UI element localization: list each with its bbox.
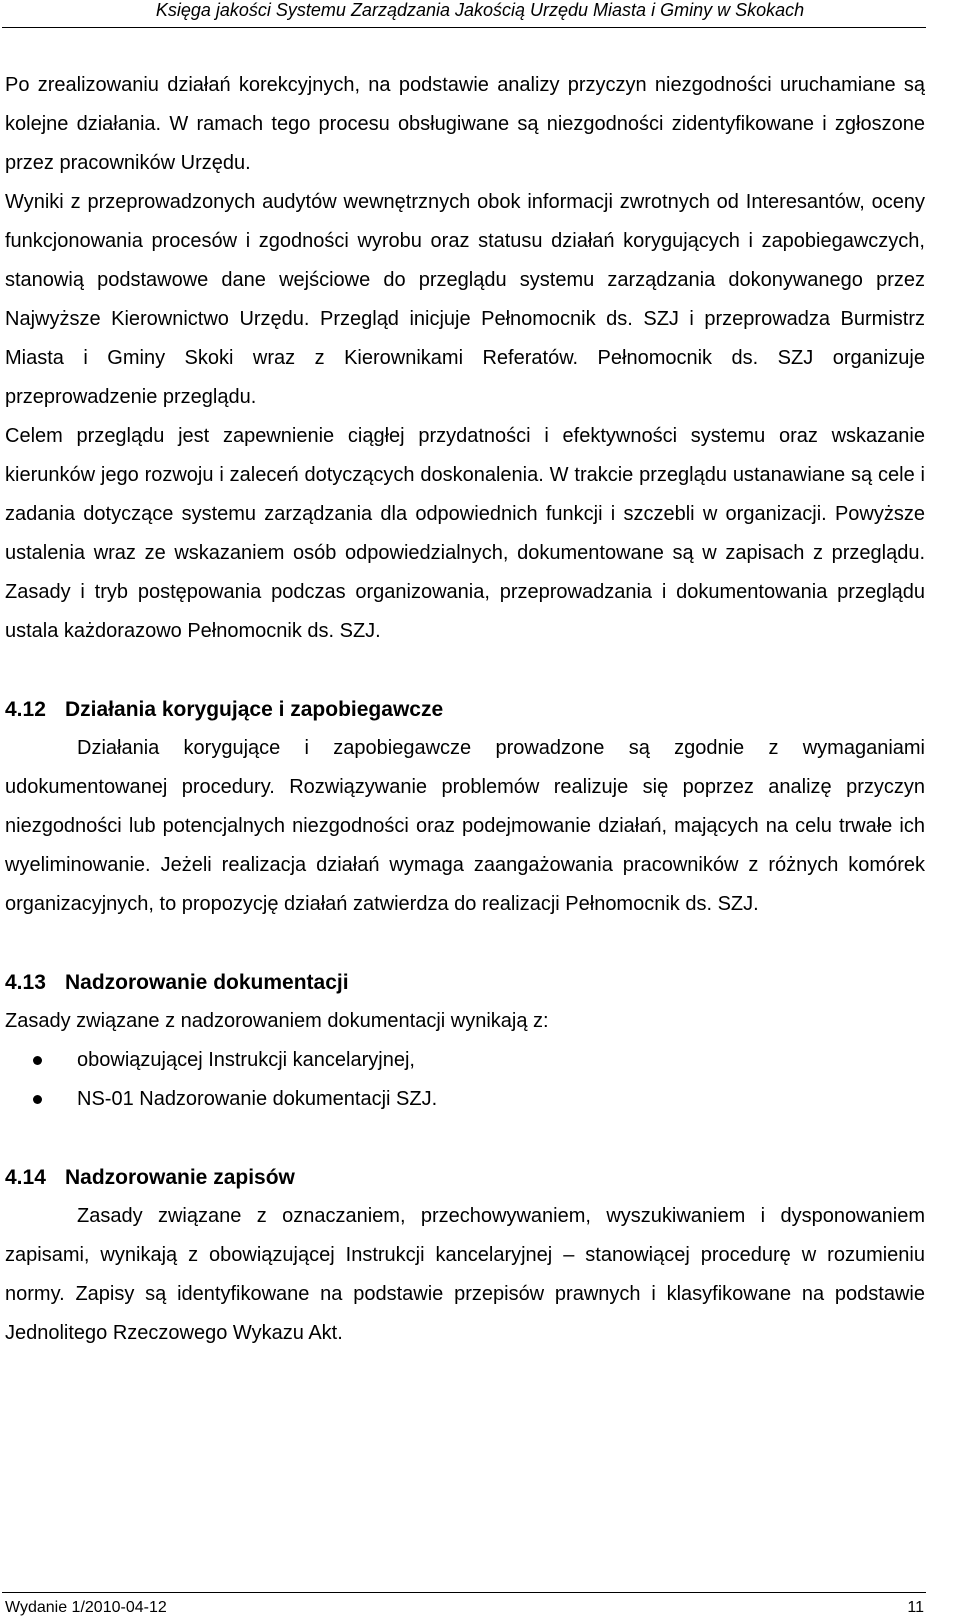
section-number: 4.13 — [5, 971, 46, 994]
footer-divider — [2, 1592, 926, 1593]
bullet-list — [5, 1041, 925, 1119]
section-title: Działania korygujące i zapobiegawcze — [65, 698, 444, 721]
section-title: Nadzorowanie dokumentacji — [65, 971, 349, 994]
page-header — [0, 0, 960, 30]
bullet-icon — [33, 1095, 42, 1104]
spacer — [5, 1119, 925, 1158]
section-number: 4.12 — [5, 698, 46, 721]
section-heading-4-13 — [5, 963, 925, 1002]
paragraph-review-purpose: Celem przeglądu jest zapewnienie ciągłej przydatności i efektywności systemu oraz wskazanie kierunków jego rozwoju i zaleceń dotyczących doskonalenia. W trakcie przeglądu ustanawiane są cele i zadania dotyczące systemu zarządzania dla odpowiednich funkcji i szczebli w organizacji. Powyższe ustalenia wraz ze wskazaniem osób odpowiedzialnych, dokumentowane są w zapisach z przeglądu. Zasady i tryb postępowania podczas organizowania, przeprowadzania i dokumentowania przeglądu ustala każdorazowo Pełnomocnik ds. SZJ. — [5, 425, 925, 642]
section-title: Nadzorowanie zapisów — [65, 1166, 295, 1189]
section-4-12-text: Działania korygujące i zapobiegawcze prowadzone są zgodnie z wymaganiami udokumentowanej procedury. Rozwiązywanie problemów realizuje się poprzez analizę przyczyn niezgodności lub potencjalnych niezgodności oraz podejmowanie działań, mających na celu trwałe ich wyeliminowanie. Jeżeli realizacja działań wymaga zaangażowania pracowników z różnych komórek organizacyjnych, to propozycję działań zatwierdza do realizacji Pełnomocnik ds. SZJ. — [5, 737, 925, 915]
list-item — [5, 1041, 925, 1080]
section-heading-4-14 — [5, 1158, 925, 1197]
header-divider — [2, 27, 926, 28]
section-4-14-text: Zasady związane z oznaczaniem, przechowywaniem, wyszukiwaniem i dysponowaniem zapisami, wynikają z obowiązującej Instrukcji kancelaryjnej – stanowiącej procedurę w rozumieniu normy. Zapisy są identyfikowane na podstawie przepisów prawnych i klasyfikowane na podstawie Jednolitego Rzeczowego Wykazu Akt. — [5, 1205, 925, 1344]
edition-label: Wydanie 1/2010-04-12 — [5, 1599, 167, 1616]
page-content — [5, 66, 925, 1353]
spacer — [5, 651, 925, 690]
section-number: 4.14 — [5, 1166, 46, 1189]
spacer — [5, 924, 925, 963]
paragraph-corrections: Po zrealizowaniu działań korekcyjnych, na podstawie analizy przyczyn niezgodności uruchamiane są kolejne działania. W ramach tego procesu obsługiwane są niezgodności zidentyfikowane i zgłoszone przez pracowników Urzędu. — [5, 74, 925, 174]
list-item-text: NS-01 Nadzorowanie dokumentacji SZJ. — [77, 1088, 438, 1110]
page-number: 11 — [907, 1599, 924, 1616]
section-heading-4-12 — [5, 690, 925, 729]
document-title: Księga jakości Systemu Zarządzania Jakością Urzędu Miasta i Gminy w Skokach — [155, 0, 805, 20]
section-4-13-intro: Zasady związane z nadzorowaniem dokumentacji wynikają z: — [5, 1010, 549, 1032]
bullet-icon — [33, 1056, 42, 1065]
list-item — [5, 1080, 925, 1119]
list-item-text: obowiązującej Instrukcji kancelaryjnej, — [77, 1049, 415, 1071]
paragraph-audit-results: Wyniki z przeprowadzonych audytów wewnętrznych obok informacji zwrotnych od Interesantów, oceny funkcjonowania procesów i zgodności wyrobu oraz statusu działań korygujących i zapobiegawczych, stanowią podstawowe dane wejściowe do przeglądu systemu zarządzania dokonywanego przez Najwyższe Kierownictwo Urzędu. Przegląd inicjuje Pełnomocnik ds. SZJ i przeprowadza Burmistrz Miasta i Gminy Skoki wraz z Kierownikami Referatów. Pełnomocnik ds. SZJ organizuje przeprowadzenie przeglądu. — [5, 191, 925, 408]
